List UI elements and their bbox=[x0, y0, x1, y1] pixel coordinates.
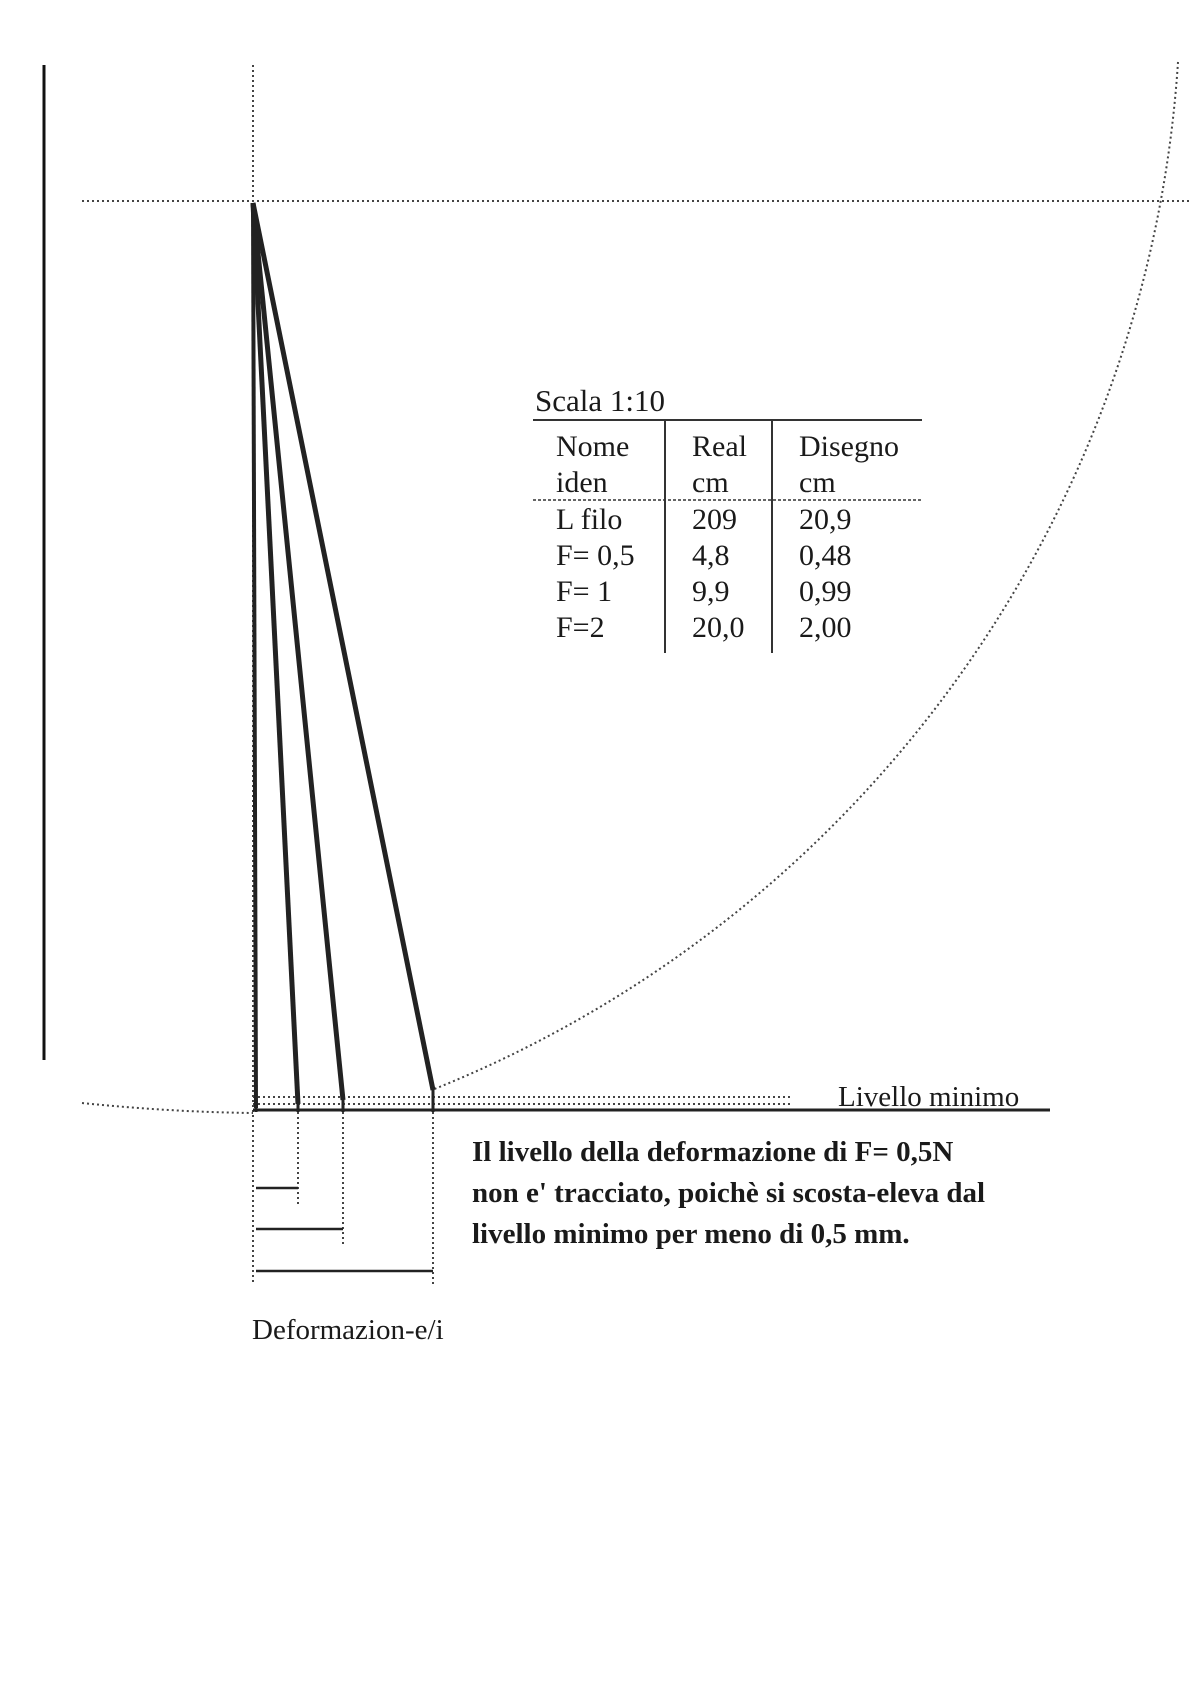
note-paragraph bbox=[472, 1132, 1092, 1255]
wire-f-0-5 bbox=[253, 203, 298, 1104]
table-cell: F=2 bbox=[556, 611, 605, 644]
table-cell: L filo bbox=[556, 503, 623, 536]
swing-arc-left bbox=[82, 1103, 253, 1113]
table-cell: 2,00 bbox=[799, 611, 852, 644]
table-header-cell: cm bbox=[692, 466, 729, 499]
table-header-cell: Disegno bbox=[799, 430, 899, 463]
table-cell: 20,0 bbox=[692, 611, 745, 644]
note-line: non e' tracciato, poichè si scosta-eleva dal bbox=[472, 1177, 986, 1209]
scale-title: Scala 1:10 bbox=[535, 383, 665, 418]
wire-f-1 bbox=[253, 203, 343, 1100]
wire-vertical bbox=[253, 203, 256, 1108]
table-cell: 0,48 bbox=[799, 539, 852, 572]
table-cell: 209 bbox=[692, 503, 737, 536]
table-cell: 9,9 bbox=[692, 575, 730, 608]
table-cell: 0,99 bbox=[799, 575, 852, 608]
table-header-cell: Nome bbox=[556, 430, 630, 463]
note-line: Il livello della deformazione di F= 0,5N bbox=[472, 1136, 954, 1168]
table-cell: F= 0,5 bbox=[556, 539, 635, 572]
note-line: livello minimo per meno di 0,5 mm. bbox=[472, 1218, 910, 1250]
table-cell: F= 1 bbox=[556, 575, 613, 608]
table-cell: 4,8 bbox=[692, 539, 730, 572]
deformation-caption: Deformazion-e/i bbox=[252, 1314, 444, 1346]
minimum-level-label: Livello minimo bbox=[838, 1081, 1020, 1113]
table-header-cell: cm bbox=[799, 466, 836, 499]
wire-f-2 bbox=[253, 203, 433, 1090]
table-header-cell: iden bbox=[556, 466, 608, 499]
table-cell: 20,9 bbox=[799, 503, 852, 536]
table-header-cell: Real bbox=[692, 430, 747, 463]
